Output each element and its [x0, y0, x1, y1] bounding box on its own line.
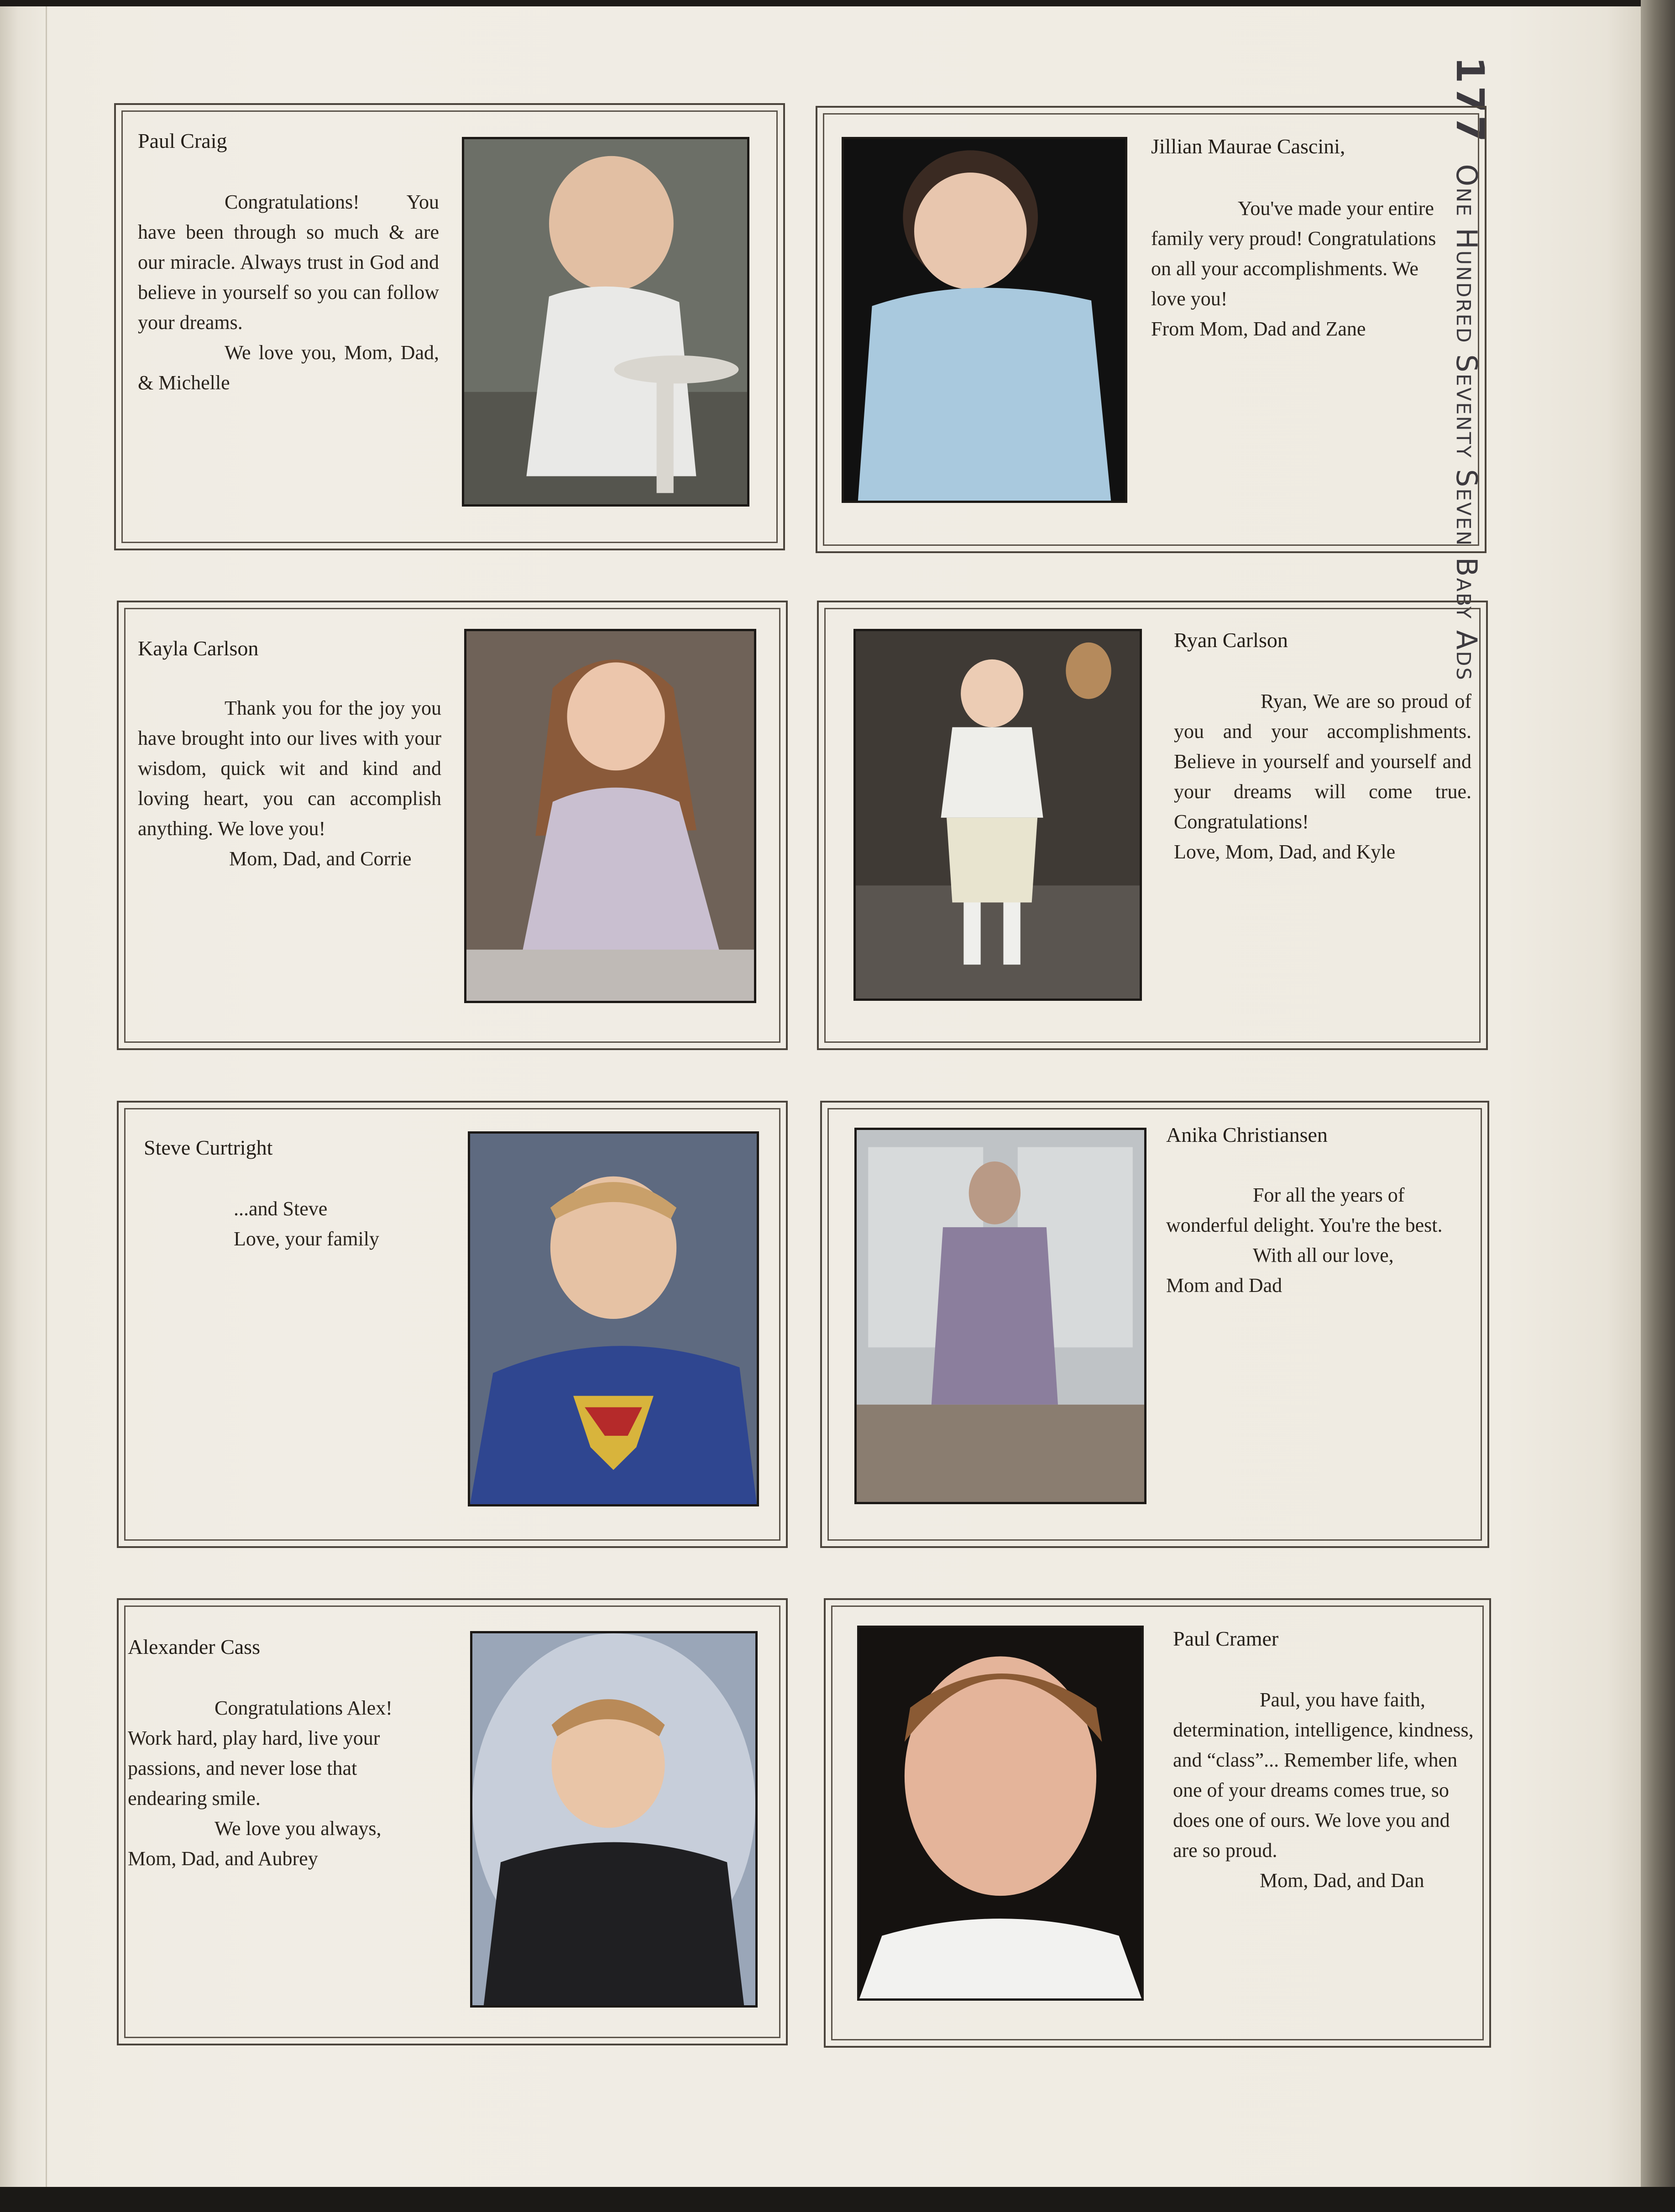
ad-name: Kayla Carlson	[138, 637, 259, 660]
baby-photo	[468, 1131, 759, 1506]
ad-message: Congratulations Alex! Work hard, play hard, live your passions, and never lose that endearing smile. We love you always, Mom, Dad, and Aubrey	[128, 1697, 393, 1870]
page-number: 177	[1448, 57, 1492, 145]
ad-message: Paul, you have faith, determination, intelligence, kindness, and “class”... Remember life, when one of your dreams comes true, so does one of ours. We love you and are so proud. Mom, Dad, and Dan	[1173, 1689, 1474, 1892]
baby-photo	[854, 1128, 1146, 1504]
ad-message: You've made your entire family very proud! Congratulations on all your accomplishments. We love you! From Mom, Dad and Zane	[1151, 197, 1436, 340]
ad-name: Ryan Carlson	[1174, 628, 1288, 652]
baby-photo	[464, 629, 756, 1003]
baby-photo	[857, 1626, 1144, 2001]
ad-message: Ryan, We are so proud of you and your accomplishments. Believe in yourself and yourself and your dreams will come true. Congratulations! Love, Mom, Dad, and Kyle	[1174, 690, 1471, 863]
ad-name: Paul Cramer	[1173, 1627, 1279, 1650]
baby-photo	[853, 629, 1142, 1001]
ad-name: Steve Curtright	[144, 1136, 273, 1159]
scan-bottom-border	[0, 2187, 1675, 2212]
ad-message: Thank you for the joy you have brought into our lives with your wisdom, quick wit and kind and loving heart, you can accomplish anything. We love you! Mom, Dad, and Corrie	[138, 697, 441, 870]
ad-message: For all the years of wonderful delight. You're the best. With all our love, Mom and Dad	[1166, 1184, 1443, 1297]
spine-shadow	[46, 6, 47, 2187]
baby-photo	[462, 137, 749, 507]
ad-name: Jillian Maurae Cascini,	[1151, 135, 1345, 158]
section-title: One Hundred Seventy Seven Baby Ads	[1450, 164, 1483, 681]
ad-name: Paul Craig	[138, 129, 227, 152]
baby-photo	[842, 137, 1127, 503]
ad-message: Congratulations! You have been through so much & are our miracle. Always trust in God and believe in yourself so you can follow your dreams. We love you, Mom, Dad, & Michelle	[138, 191, 439, 394]
yearbook-page	[0, 6, 1641, 2187]
ad-name: Anika Christiansen	[1166, 1123, 1328, 1146]
baby-photo	[470, 1631, 758, 2008]
ad-name: Alexander Cass	[128, 1635, 260, 1658]
ad-message: ...and Steve Love, your family	[234, 1198, 379, 1250]
book-edge	[1641, 0, 1675, 2212]
